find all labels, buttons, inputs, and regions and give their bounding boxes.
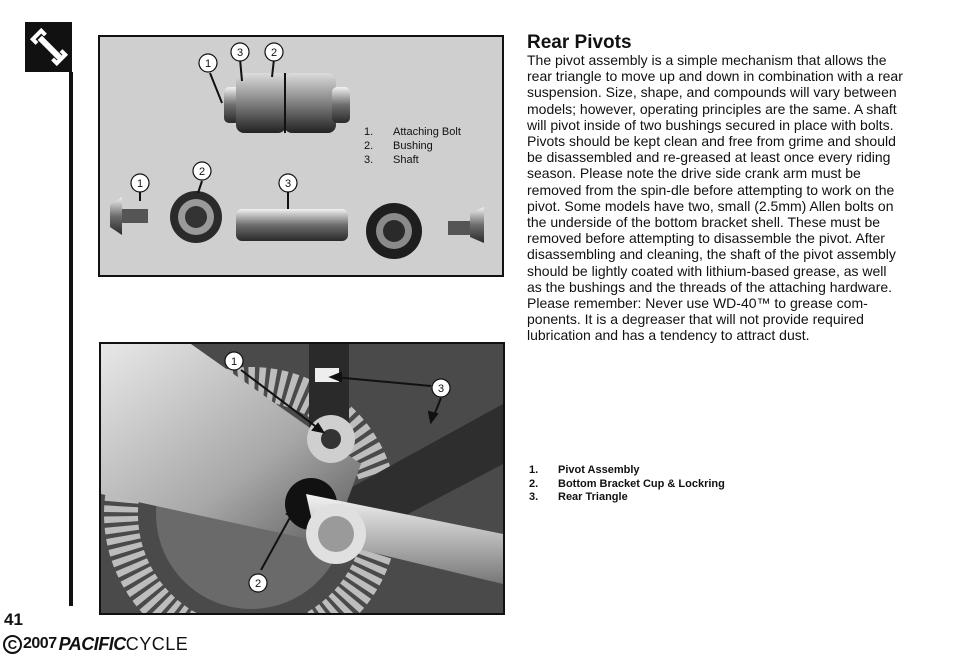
callout-label: 2 [270, 47, 278, 59]
tool-tab [25, 22, 72, 72]
legend-label: Attaching Bolt [393, 126, 461, 138]
legend-number: 3. [364, 154, 374, 166]
legend-number: 2. [364, 140, 374, 152]
legend-number: 1. [529, 464, 539, 476]
legend-label: Pivot Assembly [558, 464, 640, 476]
callout-label: 1 [204, 58, 212, 70]
brand-name-bold: PACIFIC [58, 633, 126, 654]
callout-label: 2 [254, 578, 262, 590]
legend-number: 1. [364, 126, 374, 138]
callout-label: 3 [437, 383, 445, 395]
bike-legend [529, 464, 725, 505]
brand-name-light: CYCLE [125, 633, 189, 654]
bolt-left [110, 197, 122, 235]
legend-label: Bottom Bracket Cup & Lockring [558, 477, 725, 490]
legend-number: 3. [529, 491, 539, 503]
parts-legend [364, 125, 461, 167]
wrench-icon [29, 26, 69, 68]
assembled-bushing-right [284, 73, 336, 133]
page-number: 41 [4, 610, 23, 629]
shaft [236, 209, 348, 241]
copyright-icon: C [3, 635, 22, 654]
bike-pivot-photo [99, 342, 505, 615]
legend-label: Bushing [393, 140, 433, 152]
side-rule [69, 72, 73, 606]
legend-item [364, 125, 461, 139]
assembled-bolt-head-right [332, 87, 350, 123]
bolt-right [448, 221, 470, 235]
legend-item [529, 491, 725, 505]
copyright-year: 2007 [23, 635, 57, 652]
footer [3, 632, 188, 656]
legend-item [529, 478, 725, 492]
legend-label: Rear Triangle [558, 491, 628, 503]
callout-label: 1 [230, 356, 238, 368]
callout-label: 3 [284, 178, 292, 190]
callout-label: 1 [136, 178, 144, 190]
callout-label: 3 [236, 47, 244, 59]
legend-item [529, 464, 725, 478]
section-title: Rear Pivots [527, 32, 632, 53]
legend-number: 2. [529, 477, 539, 490]
legend-item [364, 153, 461, 167]
section-body: The pivot assembly is a simple mechanism that allows the rear triangle to move up and down in combination with a rear suspension. Size, shape, and compounds will vary between models; however, operating principles are the same. A shaft will pivot inside of two bushings secured in place with bolts. Pivots should be kept clean and free from grime and should be disassembled and re-greased at least once every riding season. Please note the drive side crank arm must be removed from the spin-dle before attempting to work on the pivot. Some models have two, small (2.5mm) Allen bolts on the underside of the bottom bracket shell. These must be removed before attempting to disassemble the pivot. After disassembling and cleaning, the shaft of the pivot assembly should be lightly coated with lithium-based grease, as well as the bushings and the threads of the attaching hardware. Please remember: Never use WD-40™ to grease com-ponents. It is a degreaser that will not provide required lubrication and has a tendency to attract dust. [527, 52, 903, 344]
legend-label: Shaft [393, 154, 419, 166]
assembled-bushing-left [236, 73, 286, 133]
legend-item [364, 139, 461, 153]
callout-label: 2 [198, 166, 206, 178]
